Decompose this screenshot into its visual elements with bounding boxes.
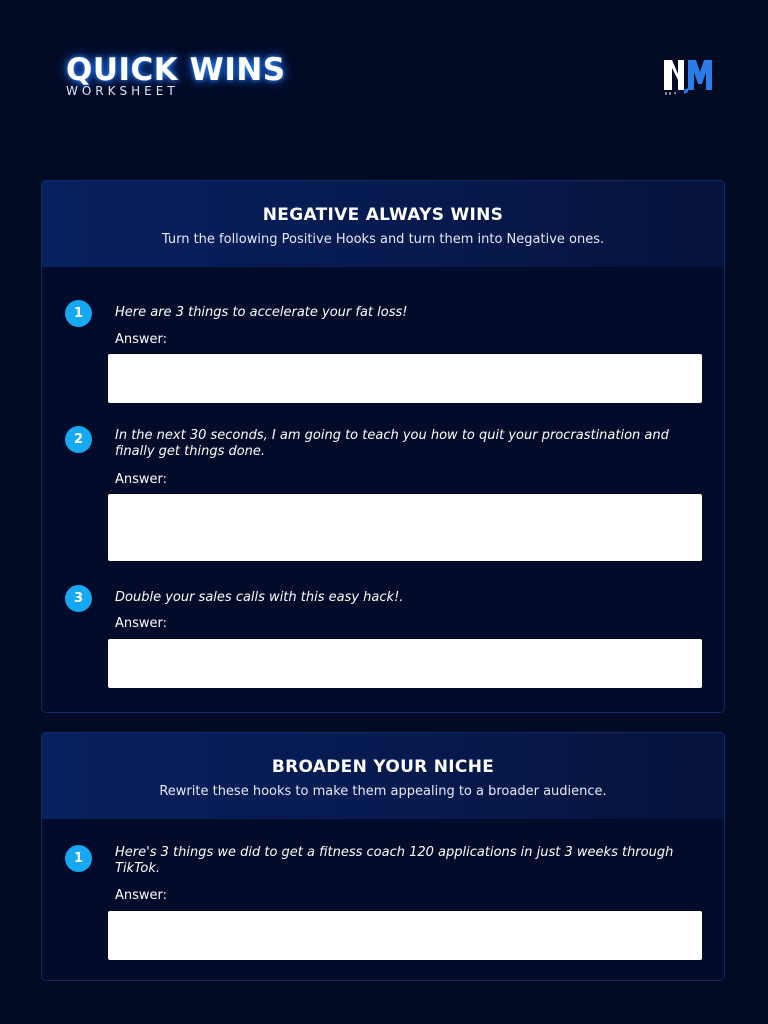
section-header bbox=[42, 733, 724, 819]
page-subtitle: WORKSHEET bbox=[66, 84, 179, 98]
section-title: BROADEN YOUR NICHE bbox=[271, 757, 495, 777]
section-negative-always-wins bbox=[41, 180, 725, 713]
worksheet-header bbox=[66, 52, 286, 98]
answer-label: Answer: bbox=[115, 616, 168, 631]
question-text: Double your sales calls with this easy hack!. bbox=[115, 590, 404, 605]
mm-logo-icon bbox=[662, 54, 714, 96]
answer-input[interactable] bbox=[108, 354, 702, 403]
answer-label: Answer: bbox=[115, 472, 168, 487]
section-description: Turn the following Positive Hooks and turn them into Negative ones. bbox=[161, 232, 605, 247]
question-text: Here are 3 things to accelerate your fat loss! bbox=[115, 305, 408, 320]
section-broaden-your-niche bbox=[41, 732, 725, 981]
question-number-badge: 1 bbox=[65, 300, 92, 327]
page-title: QUICK WINS bbox=[66, 52, 286, 88]
answer-label: Answer: bbox=[115, 888, 168, 903]
section-header bbox=[42, 181, 724, 267]
answer-input[interactable] bbox=[108, 911, 702, 960]
answer-input[interactable] bbox=[108, 639, 702, 688]
answer-label: Answer: bbox=[115, 332, 168, 347]
question-number-badge: 2 bbox=[65, 426, 92, 453]
question-number-badge: 3 bbox=[65, 585, 92, 612]
answer-input[interactable] bbox=[108, 494, 702, 561]
section-description: Rewrite these hooks to make them appealing to a broader audience. bbox=[159, 784, 607, 799]
question-text: Here's 3 things we did to get a fitness coach 120 applications in just 3 weeks through TikTok. bbox=[115, 845, 674, 876]
section-title: NEGATIVE ALWAYS WINS bbox=[262, 205, 504, 225]
question-text: In the next 30 seconds, I am going to teach you how to quit your procrastination and finally get things done. bbox=[115, 428, 669, 459]
question-number-badge: 1 bbox=[65, 845, 92, 872]
